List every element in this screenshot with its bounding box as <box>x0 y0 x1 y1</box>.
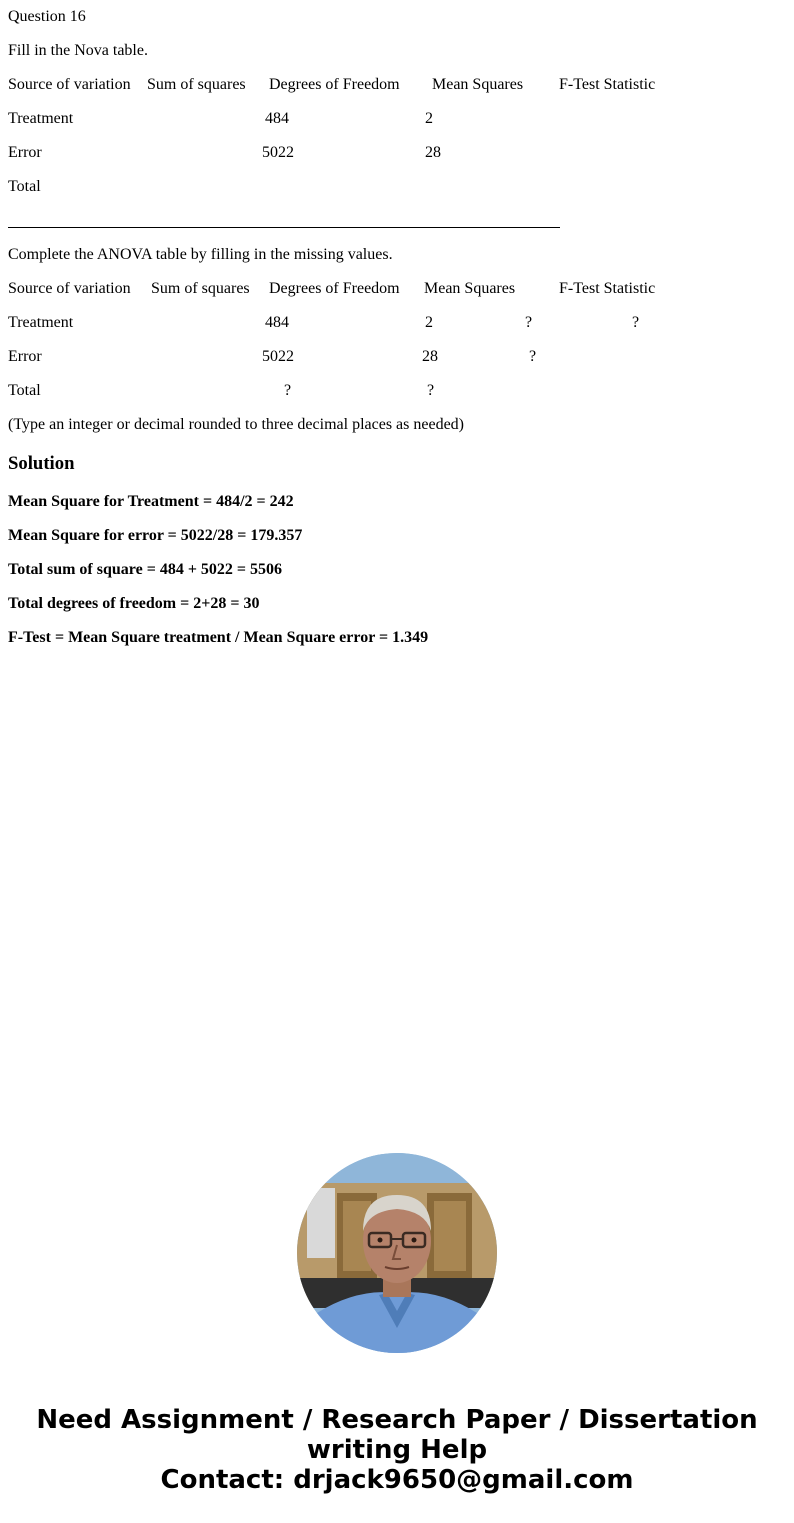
solution-line: Total degrees of freedom = 2+28 = 30 <box>8 595 260 612</box>
table2-row-total-df: ? <box>427 382 435 399</box>
table1-row-treatment-source: Treatment <box>8 110 74 127</box>
solution-line: Mean Square for error = 5022/28 = 179.357 <box>8 527 303 544</box>
separator-rule <box>8 227 560 228</box>
solution-heading: Solution <box>8 453 75 474</box>
table2-row-error-source: Error <box>8 348 42 365</box>
table1-header-source: Source of variation <box>8 76 131 93</box>
solution-line: Mean Square for Treatment = 484/2 = 242 <box>8 493 294 510</box>
table2-row-error-df: 28 <box>422 348 438 365</box>
table2-row-error-ss: 5022 <box>262 348 294 365</box>
table1-header-ss: Sum of squares <box>147 76 246 93</box>
table2-row-total-source: Total <box>8 382 41 399</box>
table2-header-ss: Sum of squares <box>151 280 250 297</box>
table1-row-error-df: 28 <box>425 144 441 161</box>
table2-row-total-ss: ? <box>284 382 292 399</box>
table1-row-treatment-ss: 484 <box>265 110 289 127</box>
promo-contact-line: Contact: drjack9650@gmail.com <box>160 1465 634 1495</box>
table2-row-treatment-df: 2 <box>425 314 433 331</box>
table1-header-f: F-Test Statistic <box>559 76 656 93</box>
table2-header-f: F-Test Statistic <box>559 280 656 297</box>
table1-header-ms: Mean Squares <box>432 76 524 93</box>
promo-line-1: Need Assignment / Research Paper / Dissertation <box>36 1405 758 1435</box>
table2-header-df: Degrees of Freedom <box>269 280 400 297</box>
table2-header-ms: Mean Squares <box>424 280 516 297</box>
table2-row-error-ms: ? <box>529 348 537 365</box>
table2-row-treatment-f: ? <box>632 314 640 331</box>
question-prompt: Fill in the Nova table. <box>8 42 148 59</box>
table1-row-error-source: Error <box>8 144 42 161</box>
promo-line-2: writing Help <box>306 1435 488 1465</box>
table1-row-treatment-df: 2 <box>425 110 433 127</box>
table2-row-treatment-source: Treatment <box>8 314 74 331</box>
solution-line: Total sum of square = 484 + 5022 = 5506 <box>8 561 283 578</box>
author-avatar <box>297 1153 497 1353</box>
table2-row-treatment-ms: ? <box>525 314 533 331</box>
question-number: Question 16 <box>8 8 86 25</box>
table1-row-total-source: Total <box>8 178 41 195</box>
table1-header-df: Degrees of Freedom <box>269 76 400 93</box>
portrait-illustration <box>297 1153 497 1353</box>
rounding-note: (Type an integer or decimal rounded to three decimal places as needed) <box>8 416 465 433</box>
table2-header-source: Source of variation <box>8 280 131 297</box>
instruction-text: Complete the ANOVA table by filling in the missing values. <box>8 246 393 263</box>
table1-row-error-ss: 5022 <box>262 144 294 161</box>
solution-line: F-Test = Mean Square treatment / Mean Square error = 1.349 <box>8 629 429 646</box>
table2-row-treatment-ss: 484 <box>265 314 289 331</box>
